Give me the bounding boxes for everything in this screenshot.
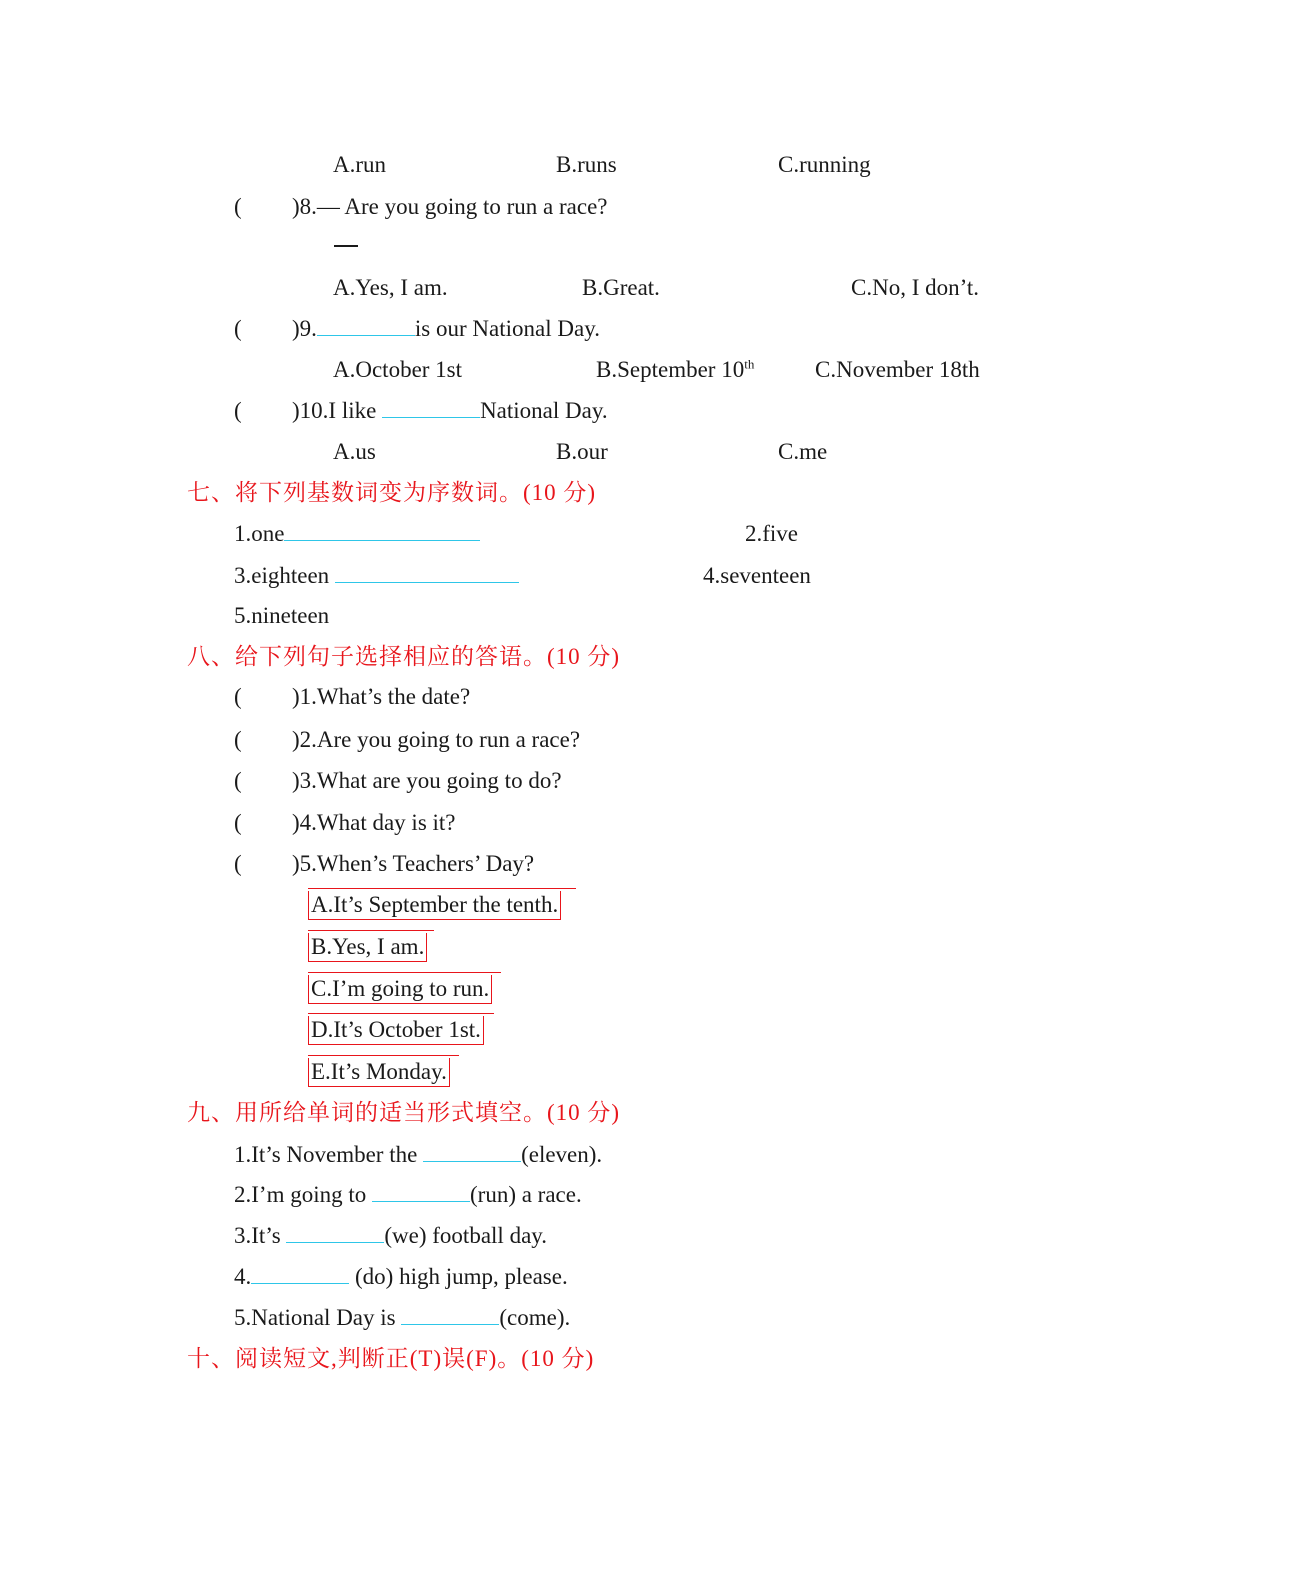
s9-item-4-pre: 4. [234,1264,252,1289]
s7-item-1 [234,520,480,548]
q9-text: is our National Day. [414,316,600,341]
s8-answer-a [308,891,561,920]
s9-item-1-post: (eleven). [521,1142,603,1167]
s8-answer-c [308,975,492,1004]
s7-blank-1[interactable] [284,520,480,541]
q9-option-b-wrap [596,356,754,384]
s9-item-3 [234,1222,547,1250]
s8-answer-d-rule [308,1013,494,1014]
q9-option-c: C.November 18th [815,357,980,382]
s7-item-4: 4.seventeen [703,563,811,588]
s9-blank-5[interactable] [401,1304,499,1325]
s9-item-2-post: (run) a race. [470,1182,582,1207]
s8-q2-paren: ( [234,727,242,752]
s8-answer-e-text: E.It’s Monday. [311,1059,447,1084]
s9-blank-4[interactable] [251,1263,349,1284]
s9-blank-2[interactable] [372,1181,470,1202]
q10-option-a: A.us [333,439,376,464]
s8-q1-paren: ( [234,684,242,709]
section9-heading: 九、用所给单词的适当形式填空。(10 分) [187,1100,621,1125]
s9-item-1-pre: 1.It’s November the [234,1142,424,1167]
s8-answer-a-rule [308,888,576,889]
q8-option-b: B.Great. [582,275,660,300]
q10-option-c: C.me [778,439,828,464]
s8-answer-d [308,1016,484,1045]
s8-q5-text: )5.When’s Teachers’ Day? [292,851,535,876]
s9-item-3-pre: 3.It’s [234,1223,287,1248]
s8-q4-text: )4.What day is it? [292,810,456,835]
s9-item-5-post: (come). [499,1305,571,1330]
s7-blank-3[interactable] [335,562,519,583]
s9-item-2-pre: 2.I’m going to [234,1182,372,1207]
s9-item-5-pre: 5.National Day is [234,1305,402,1330]
s8-answer-b [308,933,427,962]
q10-option-b: B.our [556,439,608,464]
s8-answer-c-text: C.I’m going to run. [311,976,490,1001]
q9-paren: ( [234,316,242,341]
s7-item-3-label: 3.eighteen [234,563,335,588]
q9-number: )9. [292,316,317,341]
q9-option-b-sup: th [744,356,755,372]
q8-paren: ( [234,194,242,219]
s7-item-5: 5.nineteen [234,603,330,628]
q8-answer-dash [334,245,358,247]
s9-item-4 [234,1263,568,1291]
s9-item-1 [234,1141,602,1169]
section7-heading: 七、将下列基数词变为序数词。(10 分) [187,480,597,505]
q8-option-a: A.Yes, I am. [333,275,448,300]
s8-q5-paren: ( [234,851,242,876]
s7-item-2: 2.five [745,521,799,546]
s8-answer-a-text: A.It’s September the tenth. [311,892,559,917]
s7-item-1-label: 1.one [234,521,285,546]
q7-option-b: B.runs [556,152,617,177]
s9-blank-3[interactable] [286,1222,384,1243]
q8-stem: )8.— Are you going to run a race? [292,194,608,219]
s8-q4-paren: ( [234,810,242,835]
q10-blank[interactable] [382,397,480,418]
q10-paren: ( [234,398,242,423]
s8-q3-text: )3.What are you going to do? [292,768,562,793]
s9-item-4-post: (do) high jump, please. [349,1264,568,1289]
s8-answer-d-text: D.It’s October 1st. [311,1017,481,1042]
q9-option-a: A.October 1st [333,357,463,382]
s8-q1-text: )1.What’s the date? [292,684,471,709]
q8-option-c: C.No, I don’t. [851,275,979,300]
section8-heading: 八、给下列句子选择相应的答语。(10 分) [187,644,621,669]
s8-q2-text: )2.Are you going to run a race? [292,727,581,752]
s8-q3-paren: ( [234,768,242,793]
s8-answer-e-rule [308,1055,459,1056]
s9-item-2 [234,1181,582,1209]
s8-answer-e [308,1058,450,1087]
q9-option-b: B.September 10 [596,357,745,382]
q10-text: National Day. [480,398,608,423]
s8-answer-b-text: B.Yes, I am. [311,934,425,959]
section10-heading: 十、阅读短文,判断正(T)误(F)。(10 分) [187,1346,595,1371]
q10-question [292,397,608,425]
s9-item-3-post: (we) football day. [384,1223,548,1248]
s7-item-3 [234,562,519,590]
s8-answer-c-rule [308,972,501,973]
q9-question [292,315,600,343]
q10-pre: )10.I like [292,398,383,423]
q9-blank[interactable] [317,315,415,336]
s8-answer-b-rule [308,930,434,931]
s9-item-5 [234,1304,570,1332]
q7-option-a: A.run [333,152,387,177]
q7-option-c: C.running [778,152,871,177]
s9-blank-1[interactable] [423,1141,521,1162]
